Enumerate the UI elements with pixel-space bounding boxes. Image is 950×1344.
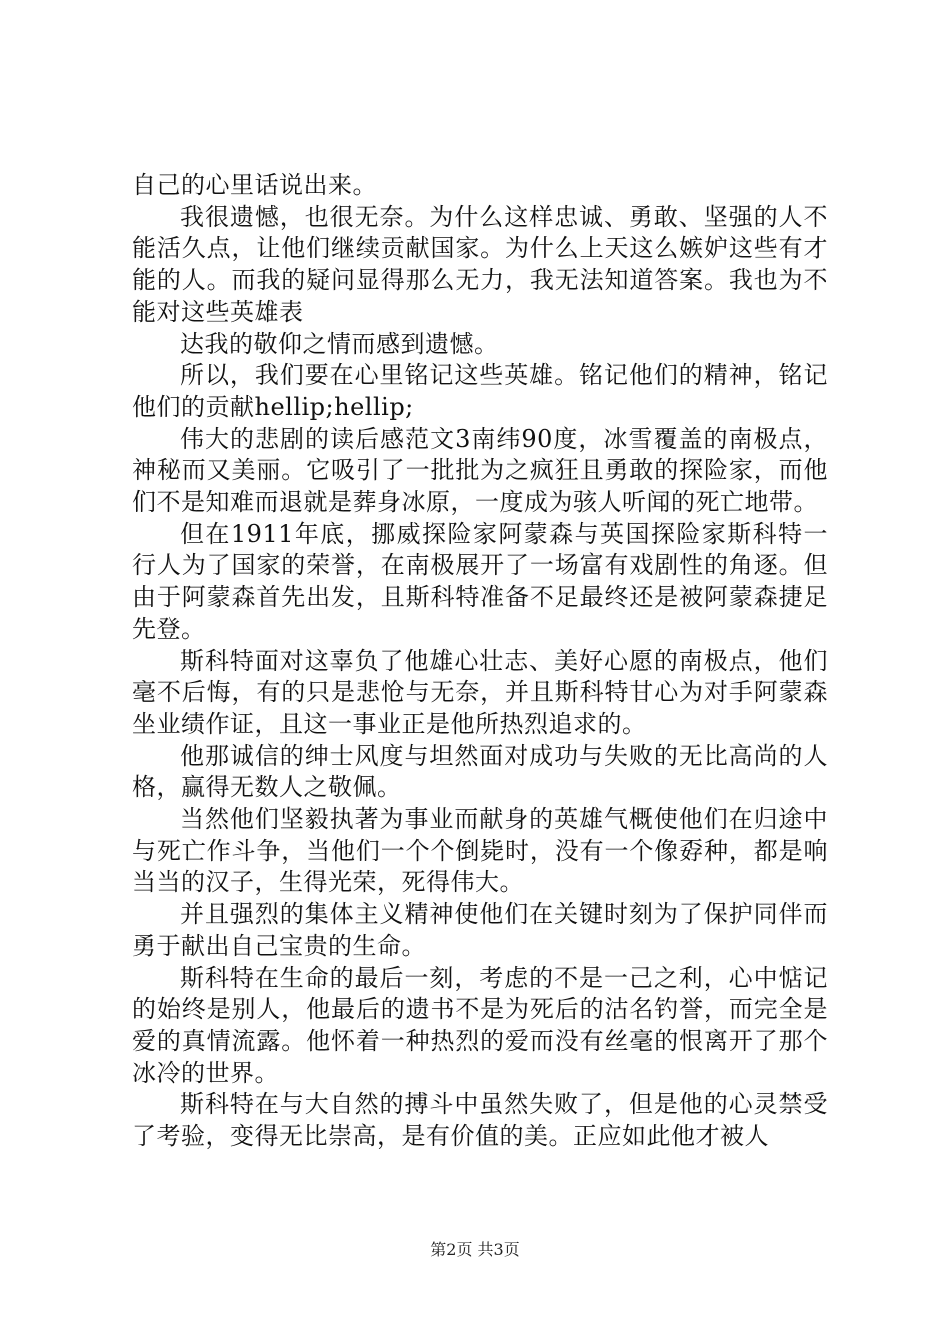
paragraph: 斯科特在与大自然的搏斗中虽然失败了，但是他的心灵禁受了考验，变得无比崇高，是有价值的美。正应如此他才被人 — [132, 1090, 828, 1151]
paragraph: 自己的心里话说出来。 — [132, 171, 377, 199]
paragraph: 斯科特面对这辜负了他雄心壮志、美好心愿的南极点，他们毫不后悔，有的只是悲怆与无奈，并且斯科特甘心为对手阿蒙森坐业绩作证，且这一事业正是他所热烈追求的。 — [132, 646, 828, 738]
document-body — [132, 170, 828, 1153]
paragraph: 斯科特在生命的最后一刻，考虑的不是一己之利，心中惦记的始终是别人，他最后的遗书不是为死后的沽名钓誉，而完全是爱的真情流露。他怀着一种热烈的爱而没有丝毫的恨离开了那个冰冷的世界。 — [132, 963, 828, 1087]
page-footer — [0, 1240, 950, 1260]
paragraph: 当然他们坚毅执著为事业而献身的英雄气概使他们在归途中与死亡作斗争，当他们一个个倒毙时，没有一个像孬种，都是响当当的汉子，生得光荣，死得伟大。 — [132, 805, 828, 897]
paragraph: 但在1911年底，挪威探险家阿蒙森与英国探险家斯科特一行人为了国家的荣誉，在南极展开了一场富有戏剧性的角逐。但由于阿蒙森首先出发，且斯科特准备不足最终还是被阿蒙森捷足先登。 — [132, 519, 828, 643]
paragraph: 我很遗憾，也很无奈。为什么这样忠诚、勇敢、坚强的人不能活久点，让他们继续贡献国家。为什么上天这么嫉妒这些有才能的人。而我的疑问显得那么无力，我无法知道答案。我也为不能对这些英雄表 — [132, 202, 828, 326]
page-number-label: 第2页 共3页 — [430, 1240, 520, 1259]
paragraph: 伟大的悲剧的读后感范文3南纬90度，冰雪覆盖的南极点，神秘而又美丽。它吸引了一批批为之疯狂且勇敢的探险家，而他们不是知难而退就是葬身冰原，一度成为骇人听闻的死亡地带。 — [132, 424, 828, 517]
paragraph: 他那诚信的绅士风度与坦然面对成功与失败的无比高尚的人格，赢得无数人之敬佩。 — [132, 741, 828, 802]
paragraph: 所以，我们要在心里铭记这些英雄。铭记他们的精神，铭记他们的贡献hellip;hellip; — [132, 361, 828, 421]
paragraph: 达我的敬仰之情而感到遗憾。 — [180, 329, 499, 358]
paragraph: 并且强烈的集体主义精神使他们在关键时刻为了保护同伴而勇于献出自己宝贵的生命。 — [132, 900, 828, 960]
